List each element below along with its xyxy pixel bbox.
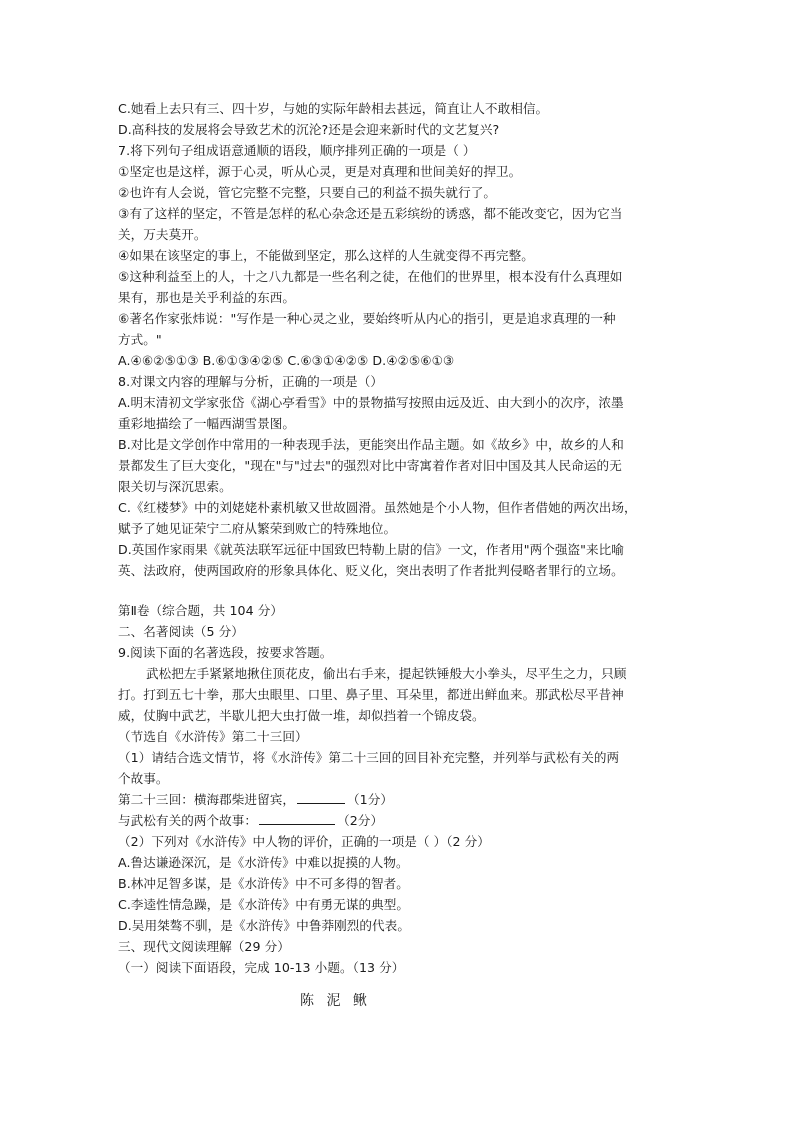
q9-option-c: C.李逵性情急躁，是《水浒传》中有勇无谋的典型。: [118, 897, 410, 912]
answer-blank-2[interactable]: [259, 810, 335, 825]
chapter-title-prompt: 第二十三回：横海郡柴进留宾，: [118, 792, 296, 807]
q8-option-b-cont: 景都发生了巨大变化，"现在"与"过去"的强烈对比中寄寓着作者对旧中国及其人民命运的无: [118, 458, 622, 473]
sentence-6-cont: 方式。": [118, 332, 162, 347]
option-d-line: D.高科技的发展将会导致艺术的沉沦?还是会迎来新时代的文艺复兴?: [118, 122, 500, 137]
option-c-line: C.她看上去只有三、四十岁，与她的实际年龄相去甚远，简直让人不敢相信。: [118, 101, 549, 116]
q9-part-2: （2）下列对《水浒传》中人物的评价，正确的一项是（ ）（2 分）: [118, 834, 490, 849]
subsection-1-heading: （一）阅读下面语段，完成 10-13 小题。（13 分）: [118, 960, 405, 975]
passage-title: 陈 泥 鳅: [300, 993, 371, 1009]
sentence-5: ⑤这种利益至上的人，十之八九都是一些名利之徒，在他们的世界里，根本没有什么真理如: [118, 269, 623, 284]
q8-option-a: A.明末清初文学家张岱《湖心亭看雪》中的景物描写按照由远及近、由大到小的次序，浓墨: [118, 395, 624, 410]
q8-option-b-cont2: 限关切与深沉思索。: [118, 479, 232, 494]
sentence-5-cont: 果有，那也是关乎利益的东西。: [118, 290, 296, 305]
excerpt-line-2: 打。打到五七十拳，那大虫眼里、口里、鼻子里、耳朵里，都迸出鲜血来。那武松尽平昔神: [118, 687, 624, 702]
two-stories-prompt: 与武松有关的两个故事：: [118, 813, 258, 828]
score-2: （2分）: [337, 813, 384, 828]
sentence-3: ③有了这样的坚定，不管是怎样的私心杂念还是五彩缤纷的诱惑，都不能改变它，因为它当: [118, 206, 623, 221]
answer-blank-1[interactable]: [297, 789, 345, 804]
sentence-6: ⑥著名作家张炜说："写作是一种心灵之业，要始终听从内心的指引，更是追求真理的一种: [118, 311, 616, 326]
part-2-heading: 第Ⅱ卷（综合题，共 104 分）: [118, 603, 283, 618]
excerpt-source: （节选自《水浒传》第二十三回）: [118, 729, 308, 744]
two-stories-fill: [118, 810, 678, 831]
q9-part-1-cont: 个故事。: [118, 771, 169, 786]
section-2-heading: 二、名著阅读（5 分）: [118, 624, 244, 639]
sentence-3-cont: 关，万夫莫开。: [118, 227, 207, 242]
q8-option-d: D.英国作家雨果《就英法联军远征中国致巴特勒上尉的信》一文，作者用"两个强盗"来比喻: [118, 542, 624, 557]
q9-option-b: B.林冲足智多谋，是《水浒传》中不可多得的智者。: [118, 876, 409, 891]
question-8-stem: 8.对课文内容的理解与分析，正确的一项是（）: [118, 374, 383, 389]
q8-option-d-cont: 英、法政府，使两国政府的形象具体化、贬义化，突出表明了作者批判侵略者罪行的立场。: [118, 563, 624, 578]
q9-option-d: D.吴用桀骜不驯，是《水浒传》中鲁莽刚烈的代表。: [118, 918, 410, 933]
q9-part-1: （1）请结合选文情节，将《水浒传》第二十三回的回目补充完整，并列举与武松有关的两: [118, 750, 620, 765]
excerpt-line-3: 威，仗胸中武艺，半歇儿把大虫打做一堆，却似挡着一个锦皮袋。: [118, 708, 485, 723]
question-7-stem: 7.将下列句子组成语意通顺的语段，顺序排列正确的一项是（ ）: [118, 143, 476, 158]
chapter-title-fill: [118, 789, 678, 810]
q8-option-b: B.对比是文学创作中常用的一种表现手法，更能突出作品主题。如《故乡》中，故乡的人和: [118, 437, 624, 452]
score-1: （1分）: [347, 792, 394, 807]
question-9-stem: 9.阅读下面的名著选段，按要求答题。: [118, 645, 333, 660]
question-7-options: A.④⑥②⑤①③ B.⑥①③④②⑤ C.⑥③①④②⑤ D.④②⑤⑥①③: [118, 353, 455, 368]
q8-option-c: C.《红楼梦》中的刘姥姥朴素机敏又世故圆滑。虽然她是个小人物，但作者借她的两次出场，: [118, 500, 637, 515]
sentence-4: ④如果在该坚定的事上，不能做到坚定，那么这样的人生就变得不再完整。: [118, 248, 534, 263]
q8-option-a-cont: 重彩地描绘了一幅西湖雪景图。: [118, 416, 296, 431]
sentence-1: ①坚定也是这样，源于心灵，听从心灵，更是对真理和世间美好的捍卫。: [118, 164, 522, 179]
section-3-heading: 三、现代文阅读理解（29 分）: [118, 939, 290, 954]
q9-option-a: A.鲁达谦逊深沉，是《水浒传》中难以捉摸的人物。: [118, 855, 409, 870]
excerpt-line-1: 武松把左手紧紧地揪住顶花皮，偷出右手来，提起铁锤般大小拳头，尽平生之力，只顾: [146, 666, 627, 681]
q8-option-c-cont: 赋予了她见证荣宁二府从繁荣到败亡的特殊地位。: [118, 521, 397, 536]
sentence-2: ②也许有人会说，管它完整不完整，只要自己的利益不损失就行了。: [118, 185, 497, 200]
